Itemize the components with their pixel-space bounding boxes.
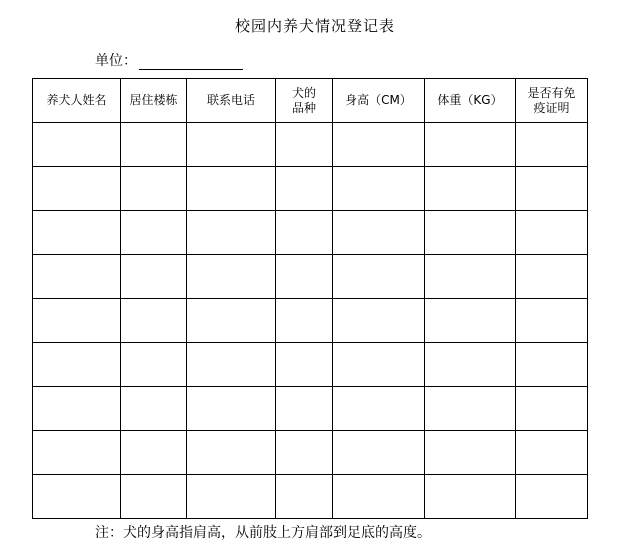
table-cell[interactable]	[33, 343, 121, 387]
table-cell[interactable]	[333, 211, 425, 255]
table-cell[interactable]	[516, 387, 588, 431]
table-row	[33, 211, 588, 255]
table-row	[33, 343, 588, 387]
registration-table	[32, 78, 588, 519]
table-cell[interactable]	[425, 475, 516, 519]
table-cell[interactable]	[121, 299, 187, 343]
table-cell[interactable]	[33, 167, 121, 211]
table-cell[interactable]	[187, 123, 276, 167]
unit-blank-line[interactable]	[139, 53, 243, 70]
table-cell[interactable]	[33, 211, 121, 255]
table-cell[interactable]	[276, 299, 333, 343]
table-cell[interactable]	[121, 431, 187, 475]
table-cell[interactable]	[33, 255, 121, 299]
table-cell[interactable]	[276, 255, 333, 299]
header-height: 身高（CM）	[333, 79, 425, 123]
table-row	[33, 167, 588, 211]
table-header-row	[33, 79, 588, 123]
table-cell[interactable]	[187, 343, 276, 387]
table-row	[33, 475, 588, 519]
table-cell[interactable]	[516, 475, 588, 519]
header-vaccination-proof: 是否有免疫证明	[516, 79, 588, 123]
table-cell[interactable]	[121, 343, 187, 387]
table-cell[interactable]	[333, 299, 425, 343]
table-cell[interactable]	[516, 211, 588, 255]
table-cell[interactable]	[187, 299, 276, 343]
table-cell[interactable]	[187, 431, 276, 475]
table-cell[interactable]	[333, 123, 425, 167]
table-cell[interactable]	[333, 387, 425, 431]
table-cell[interactable]	[516, 299, 588, 343]
table-row	[33, 431, 588, 475]
table-cell[interactable]	[516, 123, 588, 167]
table-cell[interactable]	[121, 167, 187, 211]
table-cell[interactable]	[121, 255, 187, 299]
table-row	[33, 123, 588, 167]
table-cell[interactable]	[333, 431, 425, 475]
table-cell[interactable]	[33, 299, 121, 343]
table-cell[interactable]	[276, 387, 333, 431]
table-cell[interactable]	[276, 343, 333, 387]
table-cell[interactable]	[33, 475, 121, 519]
table-cell[interactable]	[276, 123, 333, 167]
table-cell[interactable]	[333, 343, 425, 387]
table-cell[interactable]	[276, 211, 333, 255]
table-cell[interactable]	[276, 167, 333, 211]
header-building: 居住楼栋	[121, 79, 187, 123]
table-cell[interactable]	[516, 431, 588, 475]
table-cell[interactable]	[276, 431, 333, 475]
header-weight: 体重（KG）	[425, 79, 516, 123]
unit-field	[95, 50, 243, 70]
table-row	[33, 299, 588, 343]
table-row	[33, 255, 588, 299]
table-cell[interactable]	[425, 167, 516, 211]
table-cell[interactable]	[33, 431, 121, 475]
table-cell[interactable]	[425, 299, 516, 343]
table-cell[interactable]	[425, 255, 516, 299]
table-cell[interactable]	[121, 475, 187, 519]
table-cell[interactable]	[333, 255, 425, 299]
table-cell[interactable]	[425, 123, 516, 167]
table-cell[interactable]	[33, 123, 121, 167]
table-cell[interactable]	[425, 387, 516, 431]
unit-label: 单位：	[95, 53, 137, 69]
table-cell[interactable]	[333, 475, 425, 519]
table-cell[interactable]	[425, 343, 516, 387]
table-cell[interactable]	[187, 387, 276, 431]
footnote: 注：犬的身高指肩高，从前肢上方肩部到足底的高度。	[95, 525, 431, 541]
table-cell[interactable]	[187, 167, 276, 211]
table-row	[33, 387, 588, 431]
header-owner-name: 养犬人姓名	[33, 79, 121, 123]
form-title: 校园内养犬情况登记表	[234, 17, 395, 35]
table-cell[interactable]	[121, 211, 187, 255]
table-cell[interactable]	[333, 167, 425, 211]
table-cell[interactable]	[33, 387, 121, 431]
table-cell[interactable]	[187, 475, 276, 519]
table-cell[interactable]	[121, 387, 187, 431]
table-cell[interactable]	[276, 475, 333, 519]
table-cell[interactable]	[121, 123, 187, 167]
table-cell[interactable]	[425, 211, 516, 255]
table-cell[interactable]	[425, 431, 516, 475]
table-cell[interactable]	[516, 255, 588, 299]
header-phone: 联系电话	[187, 79, 276, 123]
table-cell[interactable]	[516, 167, 588, 211]
table-body	[33, 123, 588, 519]
table-cell[interactable]	[516, 343, 588, 387]
table-cell[interactable]	[187, 255, 276, 299]
header-breed: 犬的品种	[276, 79, 333, 123]
table-cell[interactable]	[187, 211, 276, 255]
